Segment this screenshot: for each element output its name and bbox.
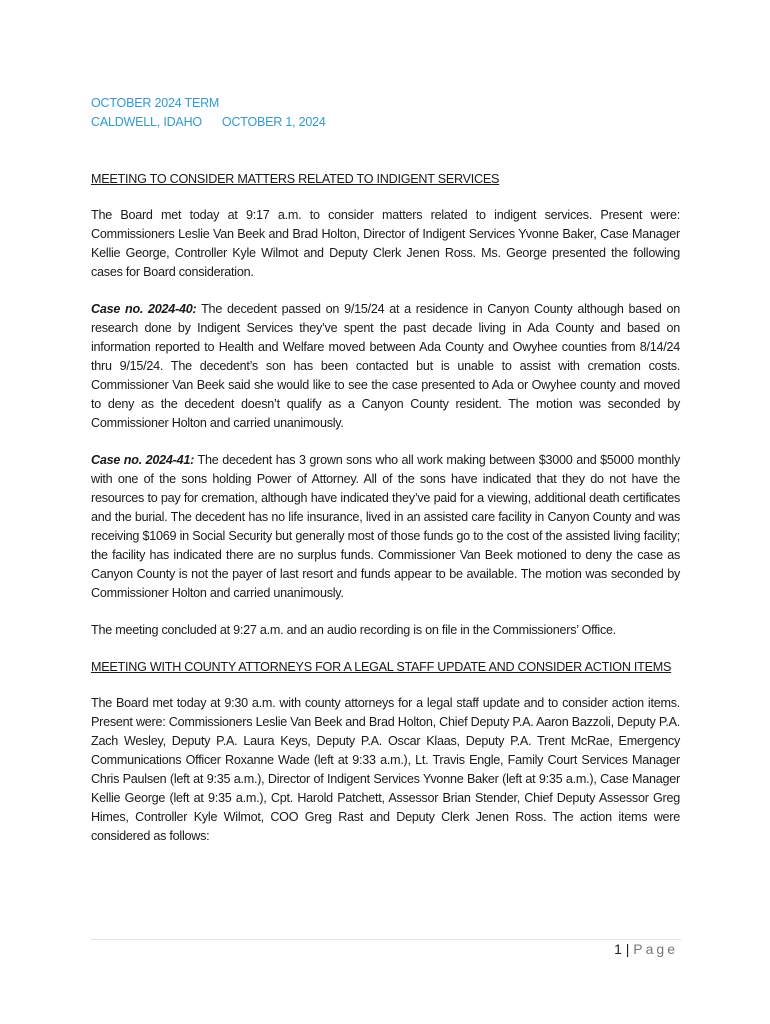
attorneys-intro-paragraph: The Board met today at 9:30 a.m. with county attorneys for a legal staff update and to consider action items. Present were: Commissioners Leslie Van Beek and Brad Holton, Chief Deputy P.A. Aaron Bazzoli, Deputy P.A. Zach Wesley, Deputy P.A. Laura Keys, Deputy P.A. Oscar Klaas, Deputy P.A. Trent McRae, Emergency Communications Officer Roxanne Wade (left at 9:33 a.m.), Lt. Travis Engle, Family Court Services Manager Chris Paulsen (left at 9:35 a.m.), Director of Indigent Services Yvonne Baker (left at 9:35 a.m.), Case Manager Kellie George (left at 9:35 a.m.), Cpt. Harold Patchett, Assessor Brian Stender, Chief Deputy Assessor Greg Himes, Controller Kyle Wilmot, COO Greg Rast and Deputy Clerk Jenen Ross. The action items were considered as follows: <box>91 696 680 843</box>
indigent-conclusion-paragraph: The meeting concluded at 9:27 a.m. and an audio recording is on file in the Commissioners’ Office. <box>91 623 617 637</box>
section-heading-attorneys: MEETING WITH COUNTY ATTORNEYS FOR A LEGAL STAFF UPDATE AND CONSIDER ACTION ITEMS <box>91 660 672 674</box>
case-2024-40-paragraph <box>91 300 680 433</box>
meeting-date: OCTOBER 1, 2024 <box>221 115 326 129</box>
location-date-line <box>91 113 326 132</box>
page-separator: | <box>625 941 630 957</box>
page-number: 1 <box>614 941 622 957</box>
case-2024-41-paragraph <box>91 451 680 603</box>
indigent-intro-paragraph: The Board met today at 9:17 a.m. to consider matters related to indigent services. Present were: Commissioners Leslie Van Beek and Brad Holton, Director of Indigent Services Yvonne Baker, Case Manager Kellie George, Controller Kyle Wilmot and Deputy Clerk Jenen Ross. Ms. George presented the following cases for Board consideration. <box>91 208 680 279</box>
page-footer <box>614 941 678 957</box>
section-heading-indigent: MEETING TO CONSIDER MATTERS RELATED TO INDIGENT SERVICES <box>91 172 500 186</box>
case-2024-40-text: The decedent passed on 9/15/24 at a residence in Canyon County although based on research done by Indigent Services they’ve spent the past decade living in Ada County and based on information reported to Health and Welfare moved between Ada County and Owyhee counties from 8/14/24 thru 9/15/24. The decedent’s son has been contacted but is unable to assist with cremation costs. Commissioner Van Beek said she would like to see the case presented to Ada or Owyhee county and moved to deny as the decedent doesn’t qualify as a Canyon County resident. The motion was seconded by Commissioner Holton and carried unanimously. <box>91 302 680 430</box>
term-line: OCTOBER 2024 TERM <box>91 96 220 110</box>
case-2024-40-label: Case no. 2024-40: <box>91 302 197 316</box>
location: CALDWELL, IDAHO <box>91 115 202 129</box>
case-2024-41-label: Case no. 2024-41: <box>91 453 195 467</box>
document-body <box>91 170 680 864</box>
case-2024-41-text: The decedent has 3 grown sons who all work making between $3000 and $5000 monthly with one of the sons holding Power of Attorney. All of the sons have indicated that they do not have the resources to pay for cremation, although have indicated they’ve paid for a viewing, additional death certificates and the burial. The decedent has no life insurance, lived in an assisted care facility in Canyon County and was receiving $1069 in Social Security but generally most of those funds go to the cost of the assisted living facility; the facility has indicated there are no surplus funds. Commissioner Van Beek motioned to deny the case as Canyon County is not the payer of last resort and funds appear to be available. The motion was seconded by Commissioner Holton and carried unanimously. <box>91 453 680 600</box>
footer-divider <box>91 939 681 940</box>
document-header <box>91 94 326 132</box>
page-word: Page <box>633 941 678 957</box>
